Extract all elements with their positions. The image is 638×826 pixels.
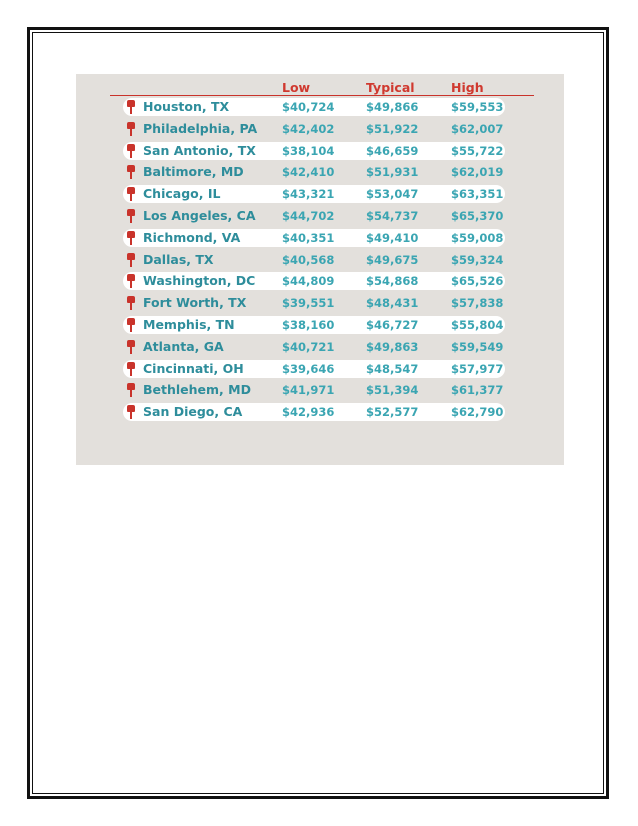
salary-high: $59,553 xyxy=(451,100,504,114)
table-row xyxy=(123,207,505,225)
salary-typical: $48,547 xyxy=(366,361,419,376)
salary-high: $61,377 xyxy=(451,383,504,398)
header-typical: Typical xyxy=(366,80,415,95)
salary-low: $44,809 xyxy=(282,274,335,289)
table-header xyxy=(76,80,564,96)
table-row xyxy=(123,338,505,356)
table-row xyxy=(123,272,505,290)
salary-high: $63,351 xyxy=(451,187,504,202)
salary-low: $39,551 xyxy=(282,296,335,311)
table-row xyxy=(123,316,505,334)
salary-low: $43,321 xyxy=(282,187,335,202)
salary-high: $62,007 xyxy=(451,121,504,136)
salary-high: $59,549 xyxy=(451,339,504,354)
map-pin-icon xyxy=(126,100,136,114)
header-rule xyxy=(110,95,534,96)
table-row xyxy=(123,381,505,399)
table-row xyxy=(123,403,505,421)
map-pin-icon xyxy=(126,231,136,245)
salary-typical: $49,410 xyxy=(366,230,419,245)
city-name: San Diego, CA xyxy=(143,404,243,420)
salary-typical: $54,737 xyxy=(366,209,419,223)
map-pin-icon xyxy=(126,383,136,397)
salary-typical: $53,047 xyxy=(366,187,419,202)
table-row xyxy=(123,360,505,378)
city-name: Memphis, TN xyxy=(143,317,235,332)
table-row xyxy=(123,142,505,160)
salary-table-panel xyxy=(76,74,564,465)
city-name: Fort Worth, TX xyxy=(143,295,247,311)
salary-typical: $49,863 xyxy=(366,339,419,354)
salary-high: $57,977 xyxy=(451,361,504,376)
map-pin-icon xyxy=(126,144,136,158)
salary-typical: $49,675 xyxy=(366,252,419,267)
salary-low: $42,936 xyxy=(282,405,335,420)
table-row xyxy=(123,294,505,312)
salary-low: $40,724 xyxy=(282,100,335,114)
table-row xyxy=(123,120,505,138)
map-pin-icon xyxy=(126,122,136,136)
salary-high: $62,019 xyxy=(451,165,504,180)
city-name: Richmond, VA xyxy=(143,229,241,245)
map-pin-icon xyxy=(126,405,136,419)
map-pin-icon xyxy=(126,253,136,267)
table-row xyxy=(123,98,505,116)
table-row xyxy=(123,185,505,203)
salary-high: $62,790 xyxy=(451,405,504,420)
salary-high: $59,008 xyxy=(451,230,504,245)
city-name: Los Angeles, CA xyxy=(143,208,256,223)
header-low: Low xyxy=(282,80,311,95)
city-name: Bethlehem, MD xyxy=(143,382,251,398)
table-row xyxy=(123,229,505,247)
salary-low: $39,646 xyxy=(282,361,335,376)
salary-high: $55,804 xyxy=(451,318,504,332)
header-high: High xyxy=(451,80,484,95)
table-row xyxy=(123,163,505,181)
city-name: Washington, DC xyxy=(143,273,256,289)
city-name: Philadelphia, PA xyxy=(143,120,258,136)
salary-high: $55,722 xyxy=(451,143,504,158)
salary-high: $59,324 xyxy=(451,252,504,267)
salary-low: $40,351 xyxy=(282,230,335,245)
salary-typical: $54,868 xyxy=(366,274,419,289)
salary-high: $65,526 xyxy=(451,274,504,289)
salary-low: $38,104 xyxy=(282,143,335,158)
map-pin-icon xyxy=(126,209,136,223)
table-row xyxy=(123,251,505,269)
salary-low: $42,402 xyxy=(282,121,335,136)
salary-low: $41,971 xyxy=(282,383,335,398)
city-name: Dallas, TX xyxy=(143,251,214,267)
salary-typical: $51,931 xyxy=(366,165,419,180)
salary-typical: $46,727 xyxy=(366,318,419,332)
salary-typical: $52,577 xyxy=(366,405,419,420)
map-pin-icon xyxy=(126,274,136,288)
city-name: San Antonio, TX xyxy=(143,142,256,158)
salary-high: $65,370 xyxy=(451,209,504,223)
city-name: Baltimore, MD xyxy=(143,164,244,180)
map-pin-icon xyxy=(126,296,136,310)
salary-typical: $46,659 xyxy=(366,143,419,158)
salary-typical: $51,922 xyxy=(366,121,419,136)
city-name: Cincinnati, OH xyxy=(143,360,244,376)
salary-typical: $51,394 xyxy=(366,383,419,398)
map-pin-icon xyxy=(126,362,136,376)
map-pin-icon xyxy=(126,340,136,354)
map-pin-icon xyxy=(126,165,136,179)
salary-low: $40,568 xyxy=(282,252,335,267)
city-name: Atlanta, GA xyxy=(143,338,224,354)
salary-typical: $48,431 xyxy=(366,296,419,311)
salary-typical: $49,866 xyxy=(366,100,419,114)
map-pin-icon xyxy=(126,187,136,201)
salary-low: $42,410 xyxy=(282,165,335,180)
salary-low: $38,160 xyxy=(282,318,335,332)
salary-low: $40,721 xyxy=(282,339,335,354)
salary-high: $57,838 xyxy=(451,296,504,311)
map-pin-icon xyxy=(126,318,136,332)
salary-low: $44,702 xyxy=(282,209,335,223)
city-name: Houston, TX xyxy=(143,99,230,114)
city-name: Chicago, IL xyxy=(143,186,221,202)
